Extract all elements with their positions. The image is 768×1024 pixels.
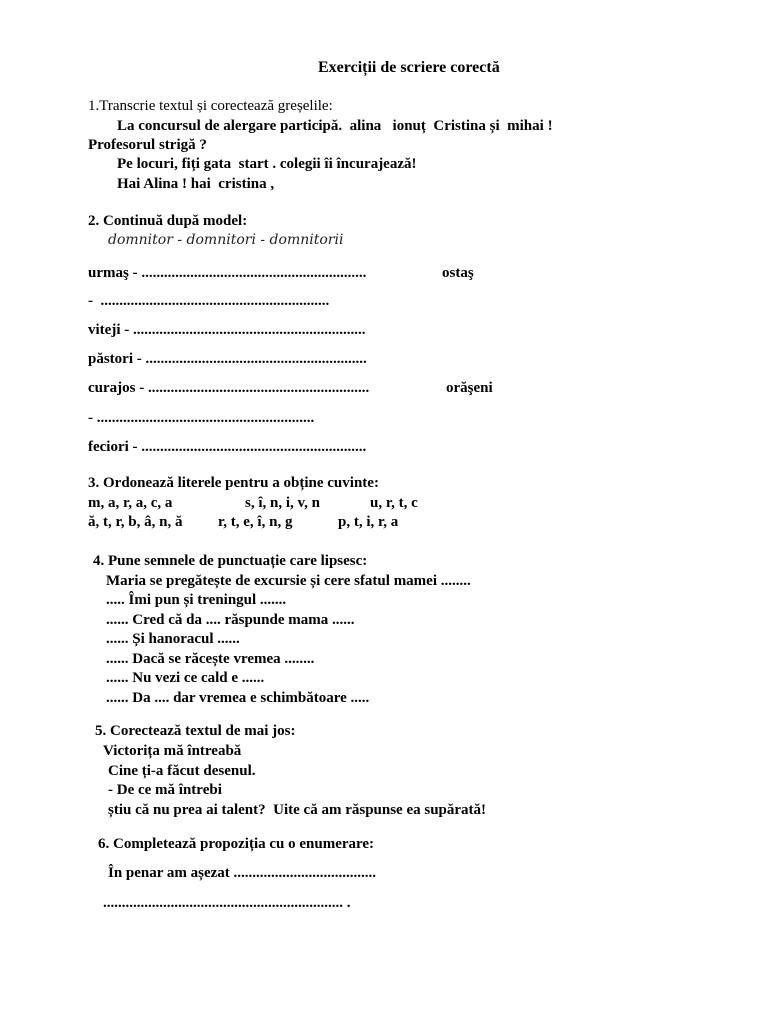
ex2-line: păstori - ........................................................... xyxy=(88,351,367,367)
ex4-line: ...... Dacă se răcește vremea ........ xyxy=(106,651,315,667)
ex3-letters: s, î, n, i, v, n xyxy=(245,495,321,511)
ex4-heading: 4. Pune semnele de punctuație care lipsesc: xyxy=(93,553,368,569)
ex2-line: curajos - ........................................................... xyxy=(88,380,370,396)
ex6-line: ................................................................ . xyxy=(103,895,351,911)
ex3-heading: 3. Ordonează literele pentru a obține cuvinte: xyxy=(88,475,379,491)
ex2-word: ostaş xyxy=(442,265,474,281)
ex2-line: - .......................................................... xyxy=(88,410,315,426)
ex4-line: Maria se pregătește de excursie și cere sfatul mamei ........ xyxy=(106,573,471,589)
ex5-line: știu că nu prea ai talent? Uite că am răspunse ea supărată! xyxy=(108,802,487,818)
ex4-line: ...... Cred că da .... răspunde mama ...... xyxy=(106,612,355,628)
ex2-word: orăşeni xyxy=(446,380,493,396)
ex5-line: Cine ți-a făcut desenul. xyxy=(108,763,256,779)
ex3-letters: u, r, t, c xyxy=(370,495,418,511)
page-title: Exerciții de scriere corectă xyxy=(318,59,500,76)
ex2-model: domnitor - domnitori - domnitorii xyxy=(108,232,344,248)
ex3-letters: r, t, e, î, n, g xyxy=(218,514,293,530)
ex2-heading: 2. Continuă după model: xyxy=(88,213,248,229)
ex5-heading: 5. Corectează textul de mai jos: xyxy=(95,723,296,739)
ex4-line: ..... Îmi pun și treningul ....... xyxy=(106,592,287,608)
ex4-line: ...... Da .... dar vremea e schimbătoare ..... xyxy=(106,690,370,706)
ex6-heading: 6. Completează propoziția cu o enumerare: xyxy=(98,836,375,852)
ex3-letters: p, t, i, r, a xyxy=(338,514,399,530)
ex1-heading: 1.Transcrie textul și corectează greșelile: xyxy=(88,98,333,114)
ex3-letters: m, a, r, a, c, a xyxy=(88,495,173,511)
ex2-line: feciori - ............................................................ xyxy=(88,439,367,455)
ex1-line: Pe locuri, fiți gata start . colegii îi încurajează! xyxy=(117,156,417,172)
ex1-line: Hai Alina ! hai cristina , xyxy=(117,176,275,192)
ex4-line: ...... Și hanoracul ...... xyxy=(106,631,240,647)
ex2-line: viteji - .............................................................. xyxy=(88,322,366,338)
ex1-line: Profesorul strigă ? xyxy=(88,137,207,153)
ex2-line: urmaş - ............................................................ xyxy=(88,265,367,281)
ex2-line: - ............................................................. xyxy=(88,293,330,309)
ex6-line: În penar am așezat ...................................... xyxy=(108,865,377,881)
ex1-line: La concursul de alergare participă. alina ionuț Cristina și mihai ! xyxy=(117,118,553,134)
ex5-line: Victorița mă întreabă xyxy=(103,743,242,759)
ex5-line: - De ce mă întrebi xyxy=(108,782,222,798)
ex4-line: ...... Nu vezi ce cald e ...... xyxy=(106,670,265,686)
ex3-letters: ă, t, r, b, â, n, ă xyxy=(88,514,183,530)
